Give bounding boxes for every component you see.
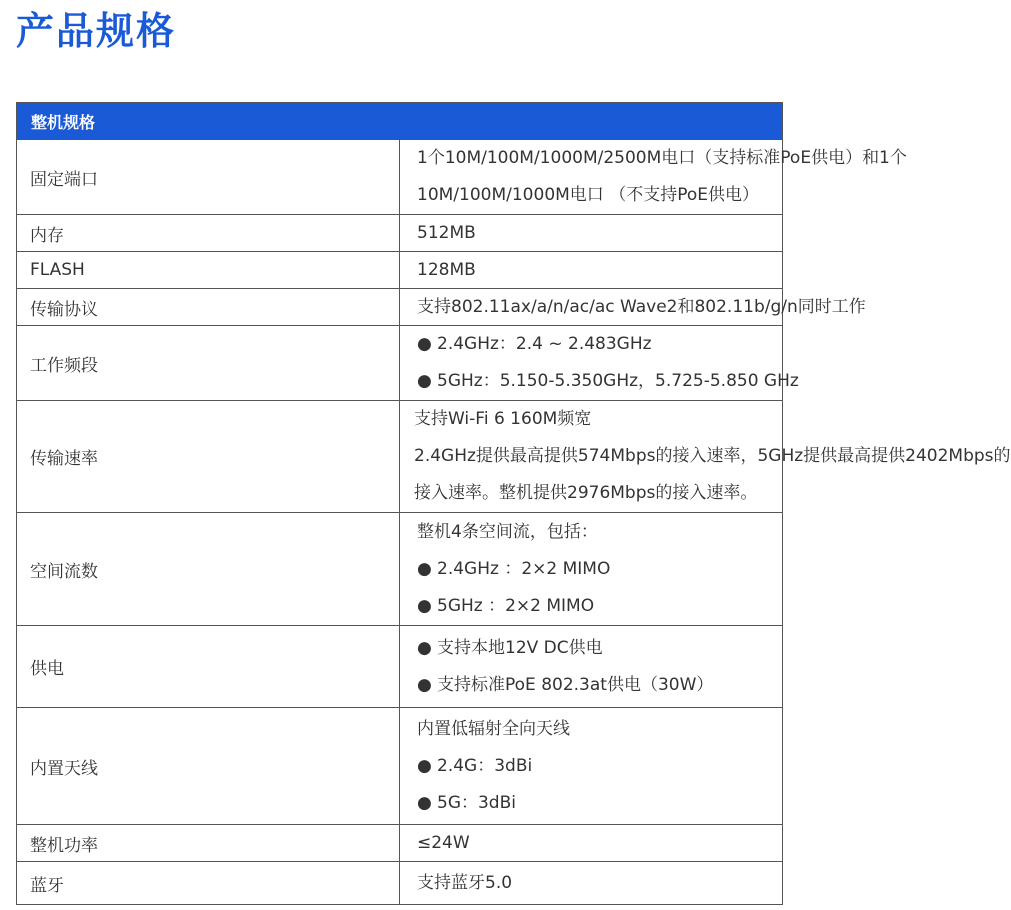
row-label: 整机功率 <box>17 825 400 862</box>
bullet-item: ● 支持标准PoE 802.3at供电（30W） <box>417 667 782 704</box>
bullet-item: ● 5G：3dBi <box>417 785 782 822</box>
value-line: 内置低辐射全向天线 <box>417 718 570 739</box>
bullet-item: ● 2.4G：3dBi <box>417 748 782 785</box>
table-row <box>17 401 783 513</box>
row-value <box>400 326 799 401</box>
row-value <box>400 252 783 289</box>
row-label: 空间流数 <box>17 513 400 626</box>
bullet-icon: ● <box>417 674 432 695</box>
table-row <box>17 215 783 252</box>
row-value <box>400 215 783 252</box>
row-value <box>400 140 907 215</box>
table-row <box>17 513 783 626</box>
table-row <box>17 708 783 825</box>
row-value <box>400 401 1011 513</box>
row-label: 供电 <box>17 626 400 708</box>
row-value <box>400 708 783 825</box>
bullet-item: ● 支持本地12V DC供电 <box>417 630 782 667</box>
row-value <box>400 862 783 905</box>
row-label: 传输速率 <box>17 401 400 513</box>
bullet-item: ● 5GHz：5.150-5.350GHz，5.725-5.850 GHz <box>417 363 782 400</box>
value-line: 支持802.11ax/a/n/ac/ac Wave2和802.11b/g/n同时工作 <box>417 297 866 317</box>
bullet-icon: ● <box>417 755 432 776</box>
value-line: 2.4GHz提供最高提供574Mbps的接入速率，5GHz提供最高提供2402Mbps的 <box>414 446 1011 466</box>
value-line: 128MB <box>417 260 476 280</box>
row-label: 蓝牙 <box>17 862 400 905</box>
value-line: 接入速率。整机提供2976Mbps的接入速率。 <box>414 483 758 503</box>
value-line: 整机4条空间流，包括： <box>417 521 598 542</box>
row-label: FLASH <box>17 252 400 289</box>
row-label: 传输协议 <box>17 289 400 326</box>
table-row <box>17 252 783 289</box>
page-title: 产品规格 <box>16 9 177 53</box>
row-label: 内存 <box>17 215 400 252</box>
value-line: 支持Wi-Fi 6 160M频宽 <box>414 409 592 429</box>
row-value <box>400 289 866 326</box>
row-value <box>400 825 783 862</box>
table-row <box>17 140 783 215</box>
row-label: 工作频段 <box>17 326 400 401</box>
row-label: 内置天线 <box>17 708 400 825</box>
bullet-item: ● 2.4GHz：2.4 ~ 2.483GHz <box>417 326 782 363</box>
row-value <box>400 513 783 626</box>
bullet-item: ● 5GHz ：2×2 MIMO <box>417 588 782 625</box>
bullet-icon: ● <box>417 637 432 658</box>
row-label: 固定端口 <box>17 140 400 215</box>
table-header: 整机规格 <box>17 103 783 140</box>
value-line: 1个10M/100M/1000M/2500M电口（支持标准PoE供电）和1个 <box>417 148 907 168</box>
value-line: 512MB <box>417 223 476 243</box>
bullet-icon: ● <box>417 595 432 616</box>
value-line: ≤24W <box>417 833 470 853</box>
table-header-row <box>17 103 783 140</box>
table-row <box>17 626 783 708</box>
value-line: 10M/100M/1000M电口 （不支持PoE供电） <box>417 185 759 205</box>
spec-table <box>16 102 1011 905</box>
row-value <box>400 626 783 708</box>
bullet-icon: ● <box>417 792 432 813</box>
table-row <box>17 862 783 905</box>
table-row <box>17 825 783 862</box>
value-line: 支持蓝牙5.0 <box>417 873 513 893</box>
table-row <box>17 289 783 326</box>
bullet-icon: ● <box>417 334 432 354</box>
bullet-icon: ● <box>417 371 432 391</box>
table-row <box>17 326 783 401</box>
bullet-icon: ● <box>417 558 432 579</box>
bullet-item: ● 2.4GHz ：2×2 MIMO <box>417 551 782 588</box>
